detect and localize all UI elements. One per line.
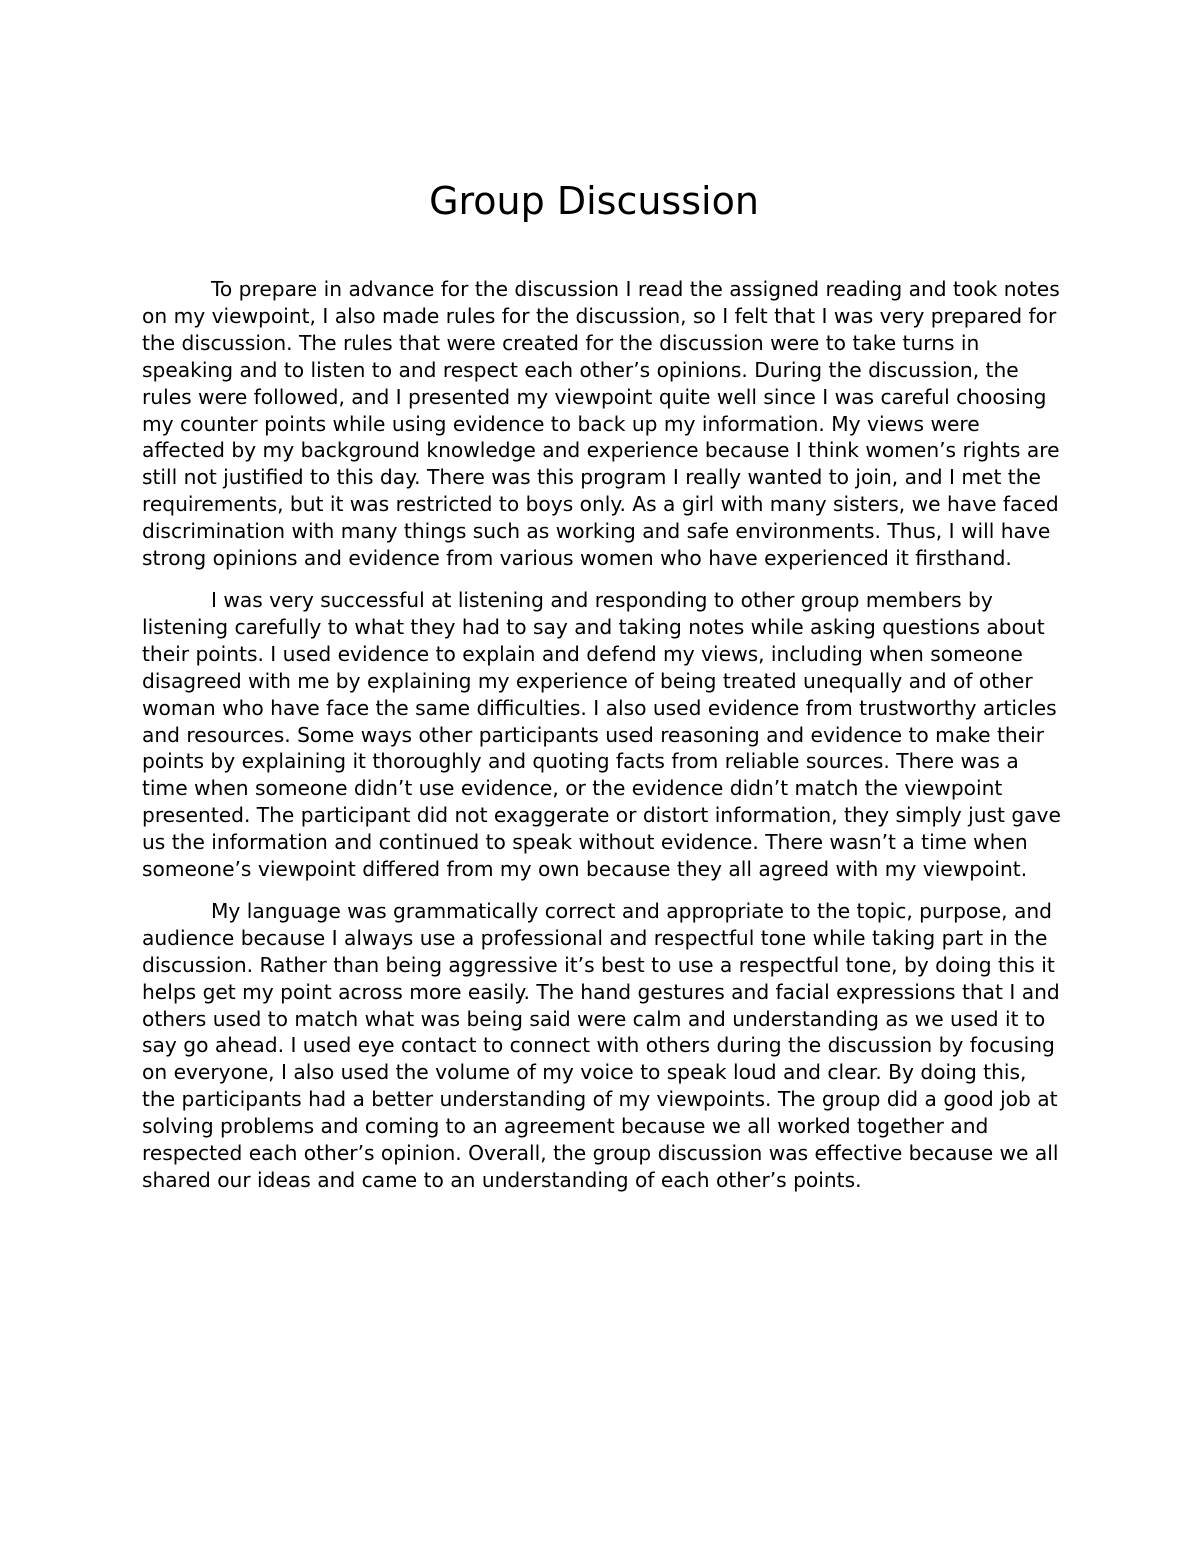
paragraph-language: My language was grammatically correct and appropriate to the topic, purpose, and audience because I always use a professional and respectful tone while taking part in the discussion. Rather than being aggressive it’s best to use a respectful tone, by doing this it helps get my point across more easily. The hand gestures and facial expressions that I and others used to match what was being said were calm and understanding as we used it to say go ahead. I used eye contact to connect with others during the discussion by focusing on everyone, I also used the volume of my voice to speak loud and clear. By doing this, the participants had a better understanding of my viewpoints. The group did a good job at solving problems and coming to an agreement because we all worked together and respected each other’s opinion. Overall, the group discussion was effective because we all shared our ideas and came to an understanding of each other’s points. (142, 898, 1060, 1192)
paragraph-listening: I was very successful at listening and responding to other group members by listening carefully to what they had to say and taking notes while asking questions about their points. I used evidence to explain and defend my views, including when someone disagreed with me by explaining my experience of being treated unequally and of other woman who have face the same difficulties. I also used evidence from trustworthy articles and resources. Some ways other participants used reasoning and evidence to make their points by explaining it thoroughly and quoting facts from reliable sources. There was a time when someone didn’t use evidence, or the evidence didn’t match the viewpoint presented. The participant did not exaggerate or distort information, they simply just gave us the information and continued to speak without evidence. There wasn’t a time when someone’s viewpoint differed from my own because they all agreed with my viewpoint. (142, 587, 1061, 882)
document-title: Group Discussion (429, 179, 759, 223)
document-body (142, 276, 1062, 1209)
paragraph-preparation: To prepare in advance for the discussion I read the assigned reading and took notes on my viewpoint, I also made rules for the discussion, so I felt that I was very prepared for the discussion. The rules that were created for the discussion were to take turns in speaking and to listen to and respect each other’s opinions. During the discussion, the rules were followed, and I presented my viewpoint quite well since I was careful choosing my counter points while using evidence to back up my information. My views were affected by my background knowledge and experience because I think women’s rights are still not justified to this day. There was this program I really wanted to join, and I met the requirements, but it was restricted to boys only. As a girl with many sisters, we have faced discrimination with many things such as working and safe environments. Thus, I will have strong opinions and evidence from various women who have experienced it firsthand. (142, 277, 1060, 571)
